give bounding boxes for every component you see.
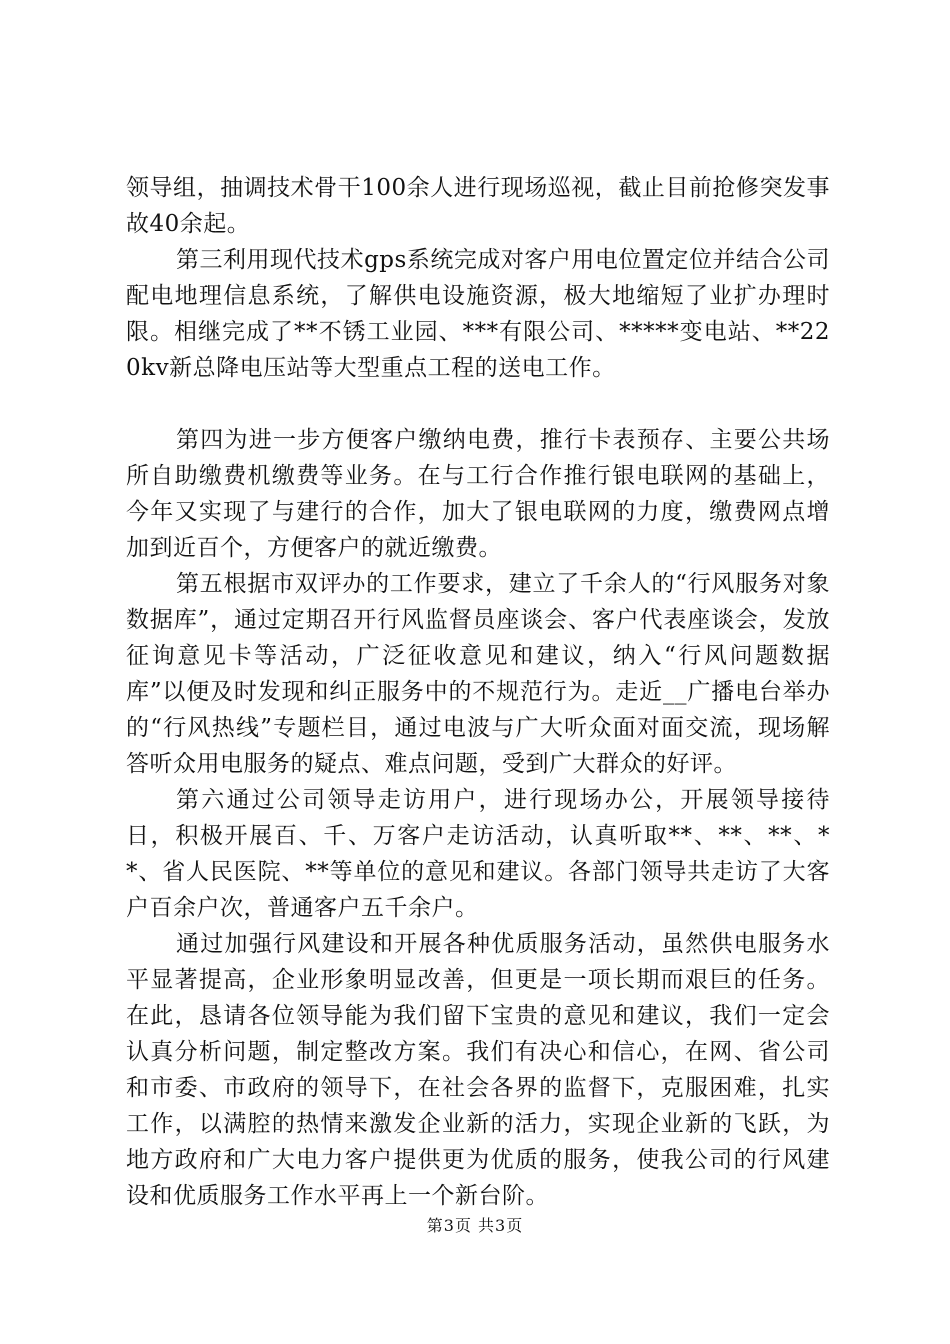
paragraph-6: 通过加强行风建设和开展各种优质服务活动，虽然供电服务水平显著提高，企业形象明显改善，但更是一项长期而艰巨的任务。在此，恳请各位领导能为我们留下宝贵的意见和建议，我们一定会认真分析问题，制定整改方案。我们有决心和信心，在网、省公司和市委、市政府的领导下，在社会各界的监督下，克服困难，扎实工作，以满腔的热情来激发企业新的活力，实现企业新的飞跃，为地方政府和广大电力客户提供更为优质的服务，使我公司的行风建设和优质服务工作水平再上一个新台阶。 xyxy=(126,931,830,1209)
paragraph-4: 第五根据市双评办的工作要求，建立了千余人的“行风服务对象数据库”，通过定期召开行风监督员座谈会、客户代表座谈会，发放征询意见卡等活动，广泛征收意见和建议，纳入“行风问题数据库”以便及时发现和纠正服务中的不规范行为。走近__广播电台举办的“行风热线”专题栏目，通过电波与广大听众面对面交流，现场解答听众用电服务的疑点、难点问题，受到广大群众的好评。 xyxy=(126,571,830,777)
document-body xyxy=(126,170,830,1214)
paragraph-5: 第六通过公司领导走访用户，进行现场办公，开展领导接待日，积极开展百、千、万客户走访活动，认真听取**、**、**、**、省人民医院、**等单位的意见和建议。各部门领导共走访了大客户百余户次，普通客户五千余户。 xyxy=(126,787,830,921)
paragraph-1: 领导组，抽调技术骨干100余人进行现场巡视，截止目前抢修突发事故40余起。 xyxy=(126,175,830,237)
page-number-footer: 第3页 共3页 xyxy=(426,1216,524,1235)
paragraph-3: 第四为进一步方便客户缴纳电费，推行卡表预存、主要公共场所自助缴费机缴费等业务。在与工行合作推行银电联网的基础上，今年又实现了与建行的合作，加大了银电联网的力度，缴费网点增加到近百个，方便客户的就近缴费。 xyxy=(126,427,830,561)
paragraph-2: 第三利用现代技术gps系统完成对客户用电位置定位并结合公司配电地理信息系统，了解供电设施资源，极大地缩短了业扩办理时限。相继完成了**不锈工业园、***有限公司、*****变电站、**220kv新总降电压站等大型重点工程的送电工作。 xyxy=(126,247,830,381)
